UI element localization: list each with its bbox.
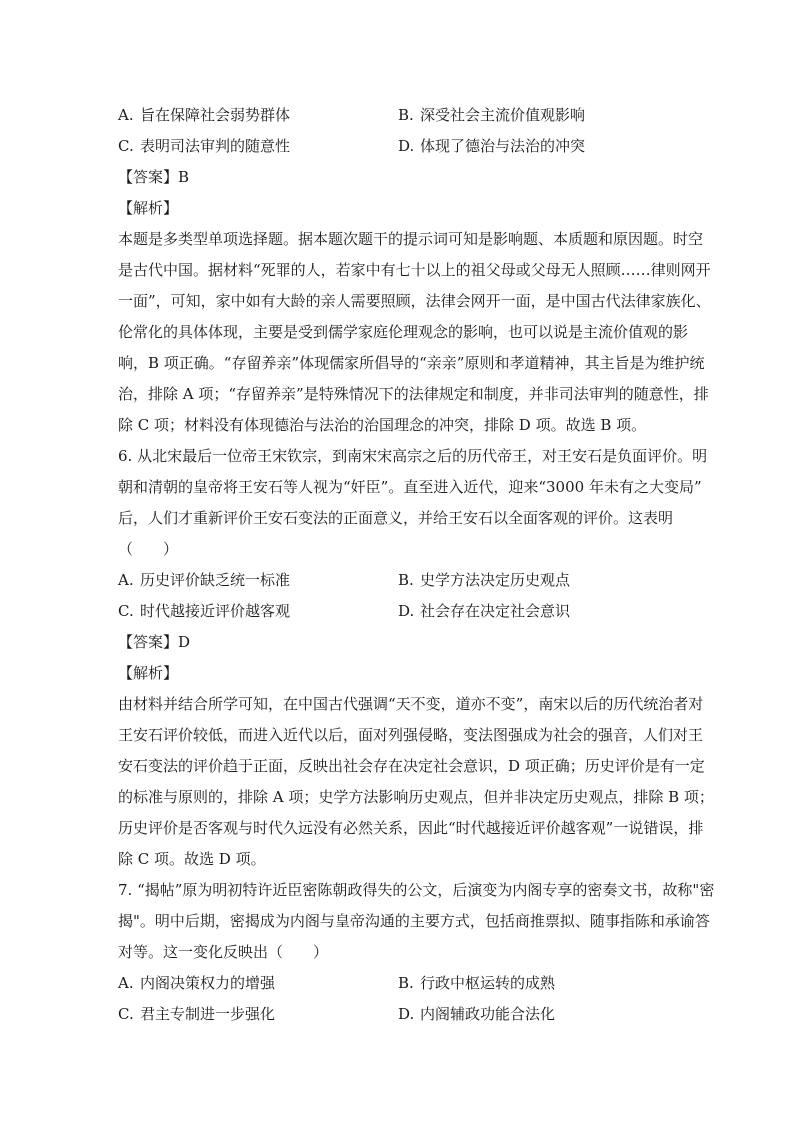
option-text: 史学方法决定历史观点	[420, 571, 571, 589]
option-text: 社会存在决定社会意识	[420, 602, 571, 620]
analysis-line: 本题是多类型单项选择题。据本题次题干的提示词可知是影响题、本质题和原因题。时空	[118, 230, 704, 248]
option-letter: C.	[118, 1005, 134, 1023]
q5-option-b	[398, 100, 678, 131]
option-letter: A.	[118, 974, 134, 992]
stem-line: 对等。这一变化反映出（ ）	[118, 943, 329, 961]
q5-options-row-1	[118, 100, 678, 131]
option-letter: A.	[118, 106, 134, 124]
q6-analysis-label: 【解析】	[118, 664, 179, 682]
q6-option-a	[118, 565, 398, 596]
q5-analysis-label: 【解析】	[118, 199, 179, 217]
analysis-line: 伦常化的具体体现，主要是受到儒学家庭伦理观念的影响，也可以说是主流价值观的影	[118, 323, 689, 341]
analysis-line: 一面”，可知，家中如有大龄的亲人需要照顾，法律会网开一面，是中国古代法律家族化、	[118, 292, 711, 310]
option-letter: D.	[398, 602, 415, 620]
q5-option-d	[398, 131, 678, 162]
option-text: 内阁决策权力的增强	[140, 974, 276, 992]
analysis-line: 历史评价是否客观与时代久远没有必然关系，因此“时代越接近评价越客观”一说错误，排	[118, 819, 704, 837]
q6-analysis	[118, 689, 714, 875]
analysis-line: 除 C 项。故选 D 项。	[118, 850, 266, 868]
stem-line: 后，人们才重新评价王安石变法的正面意义，并给王安石以全面客观的评价。这表明	[118, 509, 674, 527]
option-letter: C.	[118, 137, 134, 155]
q7-option-b	[398, 968, 678, 999]
option-letter: D.	[398, 1005, 415, 1023]
analysis-line: 由材料并结合所学可知，在中国古代强调“天不变，道亦不变”，南宋以后的历代统治者对	[118, 695, 704, 713]
option-letter: B.	[398, 571, 414, 589]
q6-option-d	[398, 596, 678, 627]
q5-option-c	[118, 131, 398, 162]
q6-answer: 【答案】D	[118, 633, 191, 651]
q6-option-c	[118, 596, 398, 627]
q5-answer: 【答案】B	[118, 168, 190, 186]
option-text: 深受社会主流价值观影响	[420, 106, 586, 124]
option-text: 行政中枢运转的成熟	[420, 974, 556, 992]
analysis-line: 是古代中国。据材料“死罪的人，若家中有七十以上的祖父母或父母无人照顾……律则网开	[118, 261, 711, 279]
option-letter: B.	[398, 974, 414, 992]
option-text: 君主专制进一步强化	[140, 1005, 276, 1023]
q5-options-row-2	[118, 131, 678, 162]
q6-stem	[118, 441, 708, 565]
stem-line: （ ）	[118, 540, 179, 558]
q6-options-row-1	[118, 565, 678, 596]
option-text: 旨在保障社会弱势群体	[140, 106, 291, 124]
option-text: 表明司法审判的随意性	[140, 137, 291, 155]
option-letter: B.	[398, 106, 414, 124]
analysis-line: 治，排除 A 项；“存留养亲”是特殊情况下的法律规定和制度，并非司法审判的随意性，排	[118, 385, 709, 403]
option-letter: D.	[398, 137, 415, 155]
q6-options-row-2	[118, 596, 678, 627]
q5-option-a	[118, 100, 398, 131]
analysis-line: 的标准与原则的，排除 A 项；史学方法影响历史观点，但并非决定历史观点，排除 B 项；	[118, 788, 714, 806]
option-text: 体现了德治与法治的冲突	[420, 137, 586, 155]
option-text: 历史评价缺乏统一标准	[140, 571, 291, 589]
q7-stem	[118, 875, 715, 968]
q7-option-d	[398, 999, 678, 1030]
stem-line: 7. “揭帖”原为明初特许近臣密陈朝政得失的公文，后演变为内阁专享的密奏文书，故称"密	[118, 881, 715, 899]
option-letter: A.	[118, 571, 134, 589]
analysis-line: 安石变法的评价趋于正面，反映出社会存在决定社会意识，D 项正确；历史评价是有一定	[118, 757, 705, 775]
analysis-line: 响，B 项正确。“存留养亲”体现儒家所倡导的“亲亲”原则和孝道精神，其主旨是为维护统	[118, 354, 705, 372]
stem-line: 朝和清朝的皇帝将王安石等人视为“奸臣”。直至进入近代，迎来“3000 年未有之大变局”	[118, 478, 702, 496]
option-letter: C.	[118, 602, 134, 620]
option-text: 时代越接近评价越客观	[140, 602, 291, 620]
option-text: 内阁辅政功能合法化	[420, 1005, 556, 1023]
stem-line: 揭"。明中后期，密揭成为内阁与皇帝沟通的主要方式，包括商推票拟、随事指陈和承谕答	[118, 912, 710, 930]
q7-options-row-2	[118, 999, 678, 1030]
q6-option-b	[398, 565, 678, 596]
q5-analysis	[118, 224, 711, 441]
analysis-line: 除 C 项；材料没有体现德治与法治的治国理念的冲突，排除 D 项。故选 B 项。	[118, 416, 647, 434]
analysis-line: 王安石评价较低，而进入近代以后，面对列强侵略，变法图强成为社会的强音，人们对王	[118, 726, 704, 744]
stem-line: 6. 从北宋最后一位帝王宋钦宗，到南宋宋高宗之后的历代帝王，对王安石是负面评价。明	[118, 447, 708, 465]
q7-option-c	[118, 999, 398, 1030]
q7-option-a	[118, 968, 398, 999]
exam-page	[118, 100, 715, 1030]
q7-options-row-1	[118, 968, 678, 999]
